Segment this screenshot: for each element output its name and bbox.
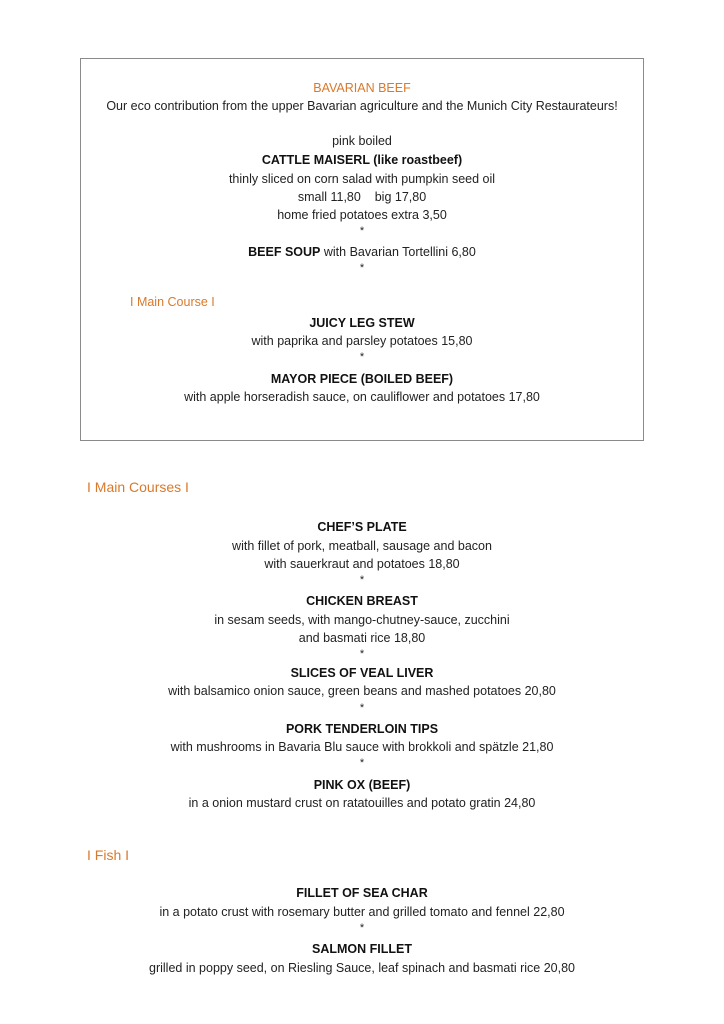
menu-item-desc: in sesam seeds, with mango-chutney-sauce, zucchini — [214, 613, 510, 627]
fish-heading: I Fish I — [87, 847, 130, 863]
beef-soup — [80, 244, 644, 260]
menu-item-desc: with sauerkraut and potatoes 18,80 — [264, 557, 460, 571]
mayor-name: MAYOR PIECE (BOILED BEEF) — [270, 372, 454, 386]
menu-item-desc: with fillet of pork, meatball, sausage and bacon — [232, 539, 492, 553]
menu-item-name: SLICES OF VEAL LIVER — [290, 666, 434, 680]
menu-item-desc: and basmati rice 18,80 — [298, 631, 426, 645]
menu-item-desc: grilled in poppy seed, on Riesling Sauce, leaf spinach and basmati rice 20,80 — [149, 961, 575, 975]
separator: * — [359, 351, 365, 363]
mayor-desc: with apple horseradish sauce, on cauliflower and potatoes 17,80 — [184, 390, 540, 404]
main-course-label: I Main Course I — [130, 295, 215, 309]
separator: * — [359, 574, 365, 586]
soup-desc: with Bavarian Tortellini 6,80 — [320, 245, 476, 259]
beef-box-title: BAVARIAN BEEF — [313, 81, 411, 95]
separator: * — [359, 648, 365, 660]
maiserl-name: CATTLE MAISERL (like roastbeef) — [261, 153, 463, 167]
menu-item-desc: with balsamico onion sauce, green beans and mashed potatoes 20,80 — [168, 684, 556, 698]
separator: * — [359, 757, 365, 769]
stew-desc: with paprika and parsley potatoes 15,80 — [251, 334, 473, 348]
menu-item-name: CHEF’S PLATE — [317, 520, 407, 534]
menu-item-name: PINK OX (BEEF) — [313, 778, 411, 792]
menu-item-name: PORK TENDERLOIN TIPS — [285, 722, 439, 736]
separator: * — [359, 702, 365, 714]
separator: * — [359, 262, 365, 274]
maiserl-prices: small 11,80 big 17,80 — [297, 190, 427, 204]
menu-item-name: FILLET OF SEA CHAR — [296, 886, 428, 900]
menu-item-desc: in a potato crust with rosemary butter and grilled tomato and fennel 22,80 — [159, 905, 565, 919]
beef-box-intro: Our eco contribution from the upper Bavarian agriculture and the Munich City Restaurateurs! — [106, 99, 618, 113]
menu-item-name: SALMON FILLET — [312, 942, 412, 956]
main-courses-heading: I Main Courses I — [87, 479, 189, 495]
menu-item-desc: with mushrooms in Bavaria Blu sauce with brokkoli and spätzle 21,80 — [170, 740, 554, 754]
stew-name: JUICY LEG STEW — [309, 316, 415, 330]
maiserl-extra: home fried potatoes extra 3,50 — [277, 208, 447, 222]
soup-name: BEEF SOUP — [248, 245, 321, 259]
maiserl-desc: thinly sliced on corn salad with pumpkin seed oil — [228, 172, 496, 186]
separator: * — [359, 225, 365, 237]
separator: * — [359, 922, 365, 934]
menu-item-desc: in a onion mustard crust on ratatouilles and potato gratin 24,80 — [188, 796, 536, 810]
maiserl-prefix: pink boiled — [332, 134, 392, 148]
menu-item-name: CHICKEN BREAST — [306, 594, 418, 608]
